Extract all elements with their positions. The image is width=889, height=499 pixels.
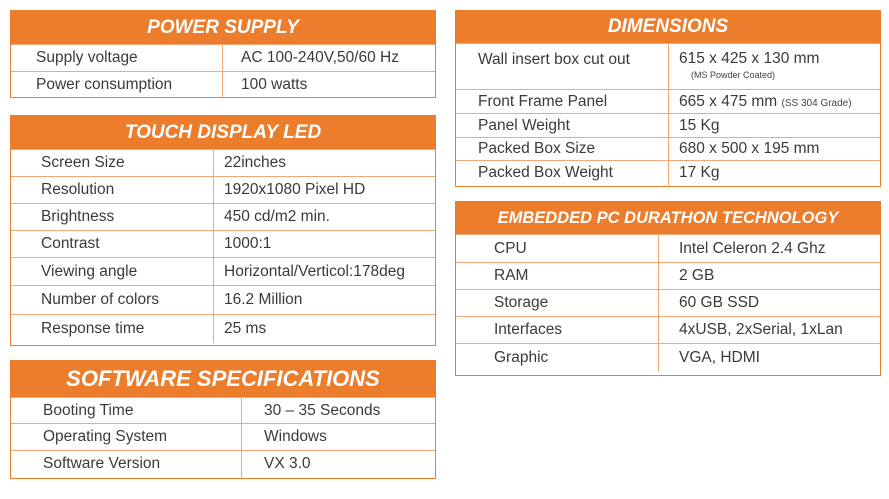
row-label: Response time (11, 315, 214, 343)
touch-display-panel (10, 115, 436, 346)
row-label: Interfaces (456, 317, 659, 344)
row-note: (MS Powder Coated) (691, 70, 776, 80)
row-label: Viewing angle (11, 258, 214, 286)
dimensions-title: DIMENSIONS (456, 11, 880, 43)
row-value: 4xUSB, 2xSerial, 1xLan (659, 317, 881, 344)
touch-display-title: TOUCH DISPLAY LED (11, 116, 435, 149)
row-value: 22inches (214, 150, 436, 177)
table-row (456, 344, 880, 372)
row-value: 17 Kg (669, 161, 881, 185)
row-label: CPU (456, 235, 659, 263)
table-row (456, 161, 880, 185)
row-value: Horizontal/Verticol:178deg (214, 258, 436, 286)
row-value: VGA, HDMI (659, 344, 881, 372)
row-label: Operating System (11, 424, 242, 451)
touch-display-table (11, 149, 435, 343)
row-value: 15 Kg (669, 114, 881, 138)
row-label: Panel Weight (456, 114, 669, 138)
table-row (11, 315, 435, 343)
row-label: Number of colors (11, 286, 214, 315)
row-value: 665 x 475 mm (679, 92, 778, 110)
row-note: (SS 304 Grade) (781, 97, 852, 109)
row-value: 100 watts (223, 72, 436, 98)
row-value: 16.2 Million (214, 286, 436, 315)
row-value: 60 GB SSD (659, 290, 881, 317)
row-value: 680 x 500 x 195 mm (669, 138, 881, 161)
row-value: 30 – 35 Seconds (242, 398, 436, 424)
table-row (11, 451, 435, 478)
row-value: 1000:1 (214, 231, 436, 258)
power-supply-title: POWER SUPPLY (11, 11, 435, 44)
row-value: 450 cd/m2 min. (214, 204, 436, 231)
row-value: 2 GB (659, 263, 881, 290)
embedded-pc-panel (455, 201, 881, 376)
dimensions-panel (455, 10, 881, 187)
embedded-pc-title: EMBEDDED PC DURATHON TECHNOLOGY (456, 202, 880, 234)
row-label: Packed Box Weight (456, 161, 669, 185)
row-value: AC 100-240V,50/60 Hz (223, 45, 436, 72)
row-label: RAM (456, 263, 659, 290)
table-row (11, 177, 435, 204)
row-label: Booting Time (11, 398, 242, 424)
row-value: Windows (242, 424, 436, 451)
table-row (11, 398, 435, 424)
table-row (11, 150, 435, 177)
row-value: Intel Celeron 2.4 Ghz (659, 235, 881, 263)
embedded-pc-table (456, 234, 880, 372)
software-title: SOFTWARE SPECIFICATIONS (11, 361, 435, 397)
row-label: Storage (456, 290, 659, 317)
table-row (11, 286, 435, 315)
table-row (456, 263, 880, 290)
row-label: Graphic (456, 344, 659, 372)
power-supply-panel (10, 10, 436, 98)
software-table (11, 397, 435, 478)
table-row (11, 258, 435, 286)
table-row (456, 138, 880, 161)
row-value: VX 3.0 (242, 451, 436, 478)
software-panel (10, 360, 436, 479)
table-row (11, 231, 435, 258)
row-value: 25 ms (214, 315, 436, 343)
row-label: Brightness (11, 204, 214, 231)
row-label: Contrast (11, 231, 214, 258)
row-label: Power consumption (11, 72, 223, 98)
table-row (11, 72, 435, 98)
table-row (456, 90, 880, 114)
power-supply-table (11, 44, 435, 98)
table-row (456, 290, 880, 317)
dimensions-table (456, 43, 880, 185)
row-label: Screen Size (11, 150, 214, 177)
row-label: Supply voltage (11, 45, 223, 72)
table-row (456, 235, 880, 263)
row-value-cell (669, 90, 881, 114)
table-row (11, 45, 435, 72)
row-value: 1920x1080 Pixel HD (214, 177, 436, 204)
table-row (456, 317, 880, 344)
row-label: Packed Box Size (456, 138, 669, 161)
row-label: Software Version (11, 451, 242, 478)
row-label: Front Frame Panel (456, 90, 669, 114)
table-row (456, 114, 880, 138)
row-label: Resolution (11, 177, 214, 204)
row-label: Wall insert box cut out (456, 44, 669, 90)
table-row (456, 44, 880, 90)
table-row (11, 424, 435, 451)
row-value-cell (669, 44, 881, 90)
table-row (11, 204, 435, 231)
row-value: 615 x 425 x 130 mm (679, 50, 820, 67)
